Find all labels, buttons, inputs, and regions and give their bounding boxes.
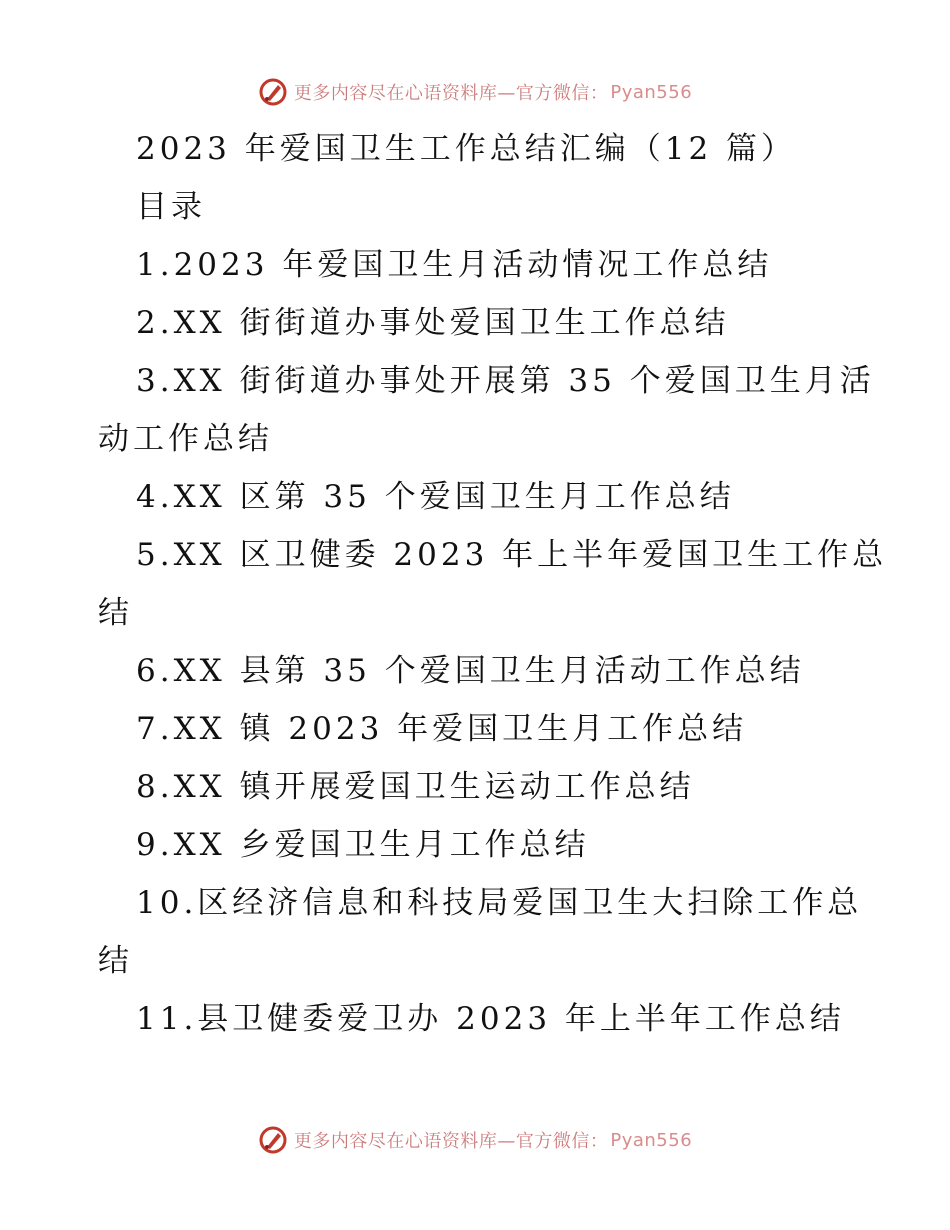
watermark-text: 更多内容尽在心语资料库—官方微信： — [293, 83, 609, 104]
toc-item-6: 6.XX 县第 35 个爱国卫生月活动工作总结 — [136, 653, 805, 689]
toc-item-3: 3.XX 街街道办事处开展第 35 个爱国卫生月活 — [136, 363, 875, 399]
watermark-handle: Pyan556 — [610, 81, 693, 103]
quill-logo-icon — [258, 1125, 288, 1155]
header-watermark — [0, 72, 950, 112]
watermark-handle: Pyan556 — [610, 1129, 693, 1151]
toc-item-9: 9.XX 乡爱国卫生月工作总结 — [136, 827, 590, 863]
quill-logo-icon — [258, 77, 288, 107]
watermark-text: 更多内容尽在心语资料库—官方微信： — [293, 1131, 609, 1152]
toc-item-5: 5.XX 区卫健委 2023 年上半年爱国卫生工作总 — [136, 537, 888, 573]
toc-item-10: 10.区经济信息和科技局爱国卫生大扫除工作总 — [136, 885, 863, 921]
toc-item-7: 7.XX 镇 2023 年爱国卫生月工作总结 — [136, 711, 748, 747]
toc-item-3-continued: 动工作总结 — [98, 421, 273, 457]
document-title: 2023 年爱国卫生工作总结汇编（12 篇） — [136, 131, 797, 167]
footer-watermark — [0, 1120, 950, 1160]
toc-item-11: 11.县卫健委爱卫办 2023 年上半年工作总结 — [136, 1001, 845, 1037]
document-body — [98, 120, 888, 1048]
toc-item-1: 1.2023 年爱国卫生月活动情况工作总结 — [136, 247, 773, 283]
toc-item-2: 2.XX 街街道办事处爱国卫生工作总结 — [136, 305, 730, 341]
toc-item-8: 8.XX 镇开展爱国卫生运动工作总结 — [136, 769, 695, 805]
toc-heading: 目录 — [136, 189, 206, 225]
toc-item-5-continued: 结 — [98, 595, 133, 631]
toc-item-4: 4.XX 区第 35 个爱国卫生月工作总结 — [136, 479, 735, 515]
toc-item-10-continued: 结 — [98, 943, 133, 979]
